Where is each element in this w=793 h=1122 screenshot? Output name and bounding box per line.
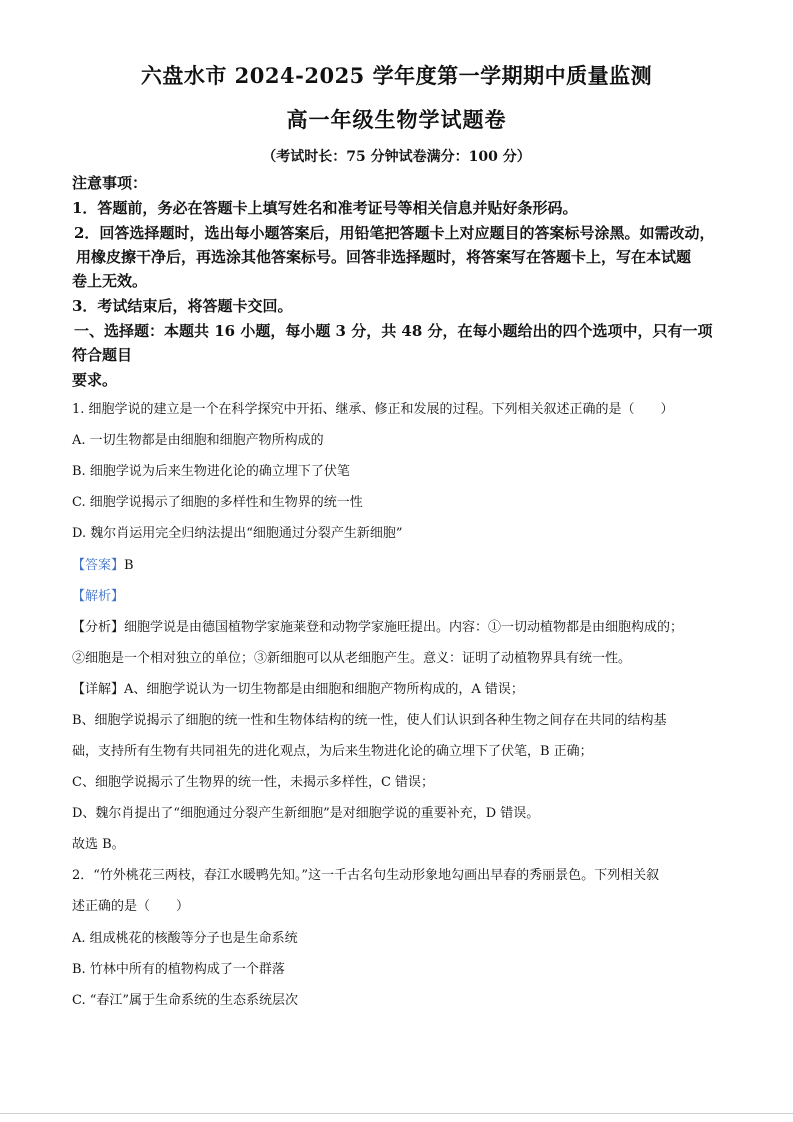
q2-stem-line-2: 述正确的是（ ） bbox=[72, 899, 190, 914]
xiangjie-tag: 【详解】 bbox=[72, 682, 125, 697]
fenxi-text-1: 细胞学说是由德国植物学家施莱登和动物学家施旺提出。内容：①一切动植物都是由细胞构成的； bbox=[124, 620, 684, 635]
q1-option-a: A. 一切生物都是由细胞和细胞产物所构成的 bbox=[72, 433, 324, 448]
xiangjie-text-1: A、细胞学说认为一切生物都是由细胞和细胞产物所构成的，A 错误； bbox=[124, 682, 524, 697]
note-2-line-3: 卷上无效。 bbox=[72, 272, 148, 290]
q2-option-b: B. 竹林中所有的植物构成了一个群落 bbox=[72, 962, 285, 977]
section-1-heading-line-3: 要求。 bbox=[72, 371, 118, 389]
q1-conclusion: 故选 B。 bbox=[72, 837, 125, 852]
q1-xiangjie-line-2: B、细胞学说揭示了细胞的统一性和生物体结构的统一性，使人们认识到各种生物之间存在共同的结构基 bbox=[72, 713, 667, 728]
notes-heading: 注意事项： bbox=[72, 174, 148, 192]
answer-tag: 【答案】 bbox=[72, 558, 125, 573]
section-1-heading-line-2: 符合题目 bbox=[72, 346, 133, 364]
q2-stem-line-1: 2．“竹外桃花三两枝，春江水暖鸭先知。”这一千古名句生动形象地勾画出早春的秀丽景色。下列相关叙 bbox=[72, 868, 660, 883]
q1-xiangjie-line-3: 础，支持所有生物有共同祖先的进化观点，为后来生物进化论的确立埋下了伏笔，B 正确； bbox=[72, 744, 593, 759]
q1-xiangjie-line-5: D、魏尔肖提出了“细胞通过分裂产生新细胞”是对细胞学说的重要补充，D 错误。 bbox=[72, 806, 540, 821]
note-2-line-1: 2．回答选择题时，选出每小题答案后，用铅笔把答题卡上对应题目的答案标号涂黑。如需改动， bbox=[74, 224, 715, 242]
fenxi-tag: 【分析】 bbox=[72, 620, 125, 635]
section-1-heading-line-1: 一、选择题：本题共 16 小题，每小题 3 分，共 48 分，在每小题给出的四个选项中，只有一项 bbox=[74, 322, 713, 340]
q1-fenxi-line-2: ②细胞是一个相对独立的单位；③新细胞可以从老细胞产生。意义：证明了动植物界具有统一性。 bbox=[72, 651, 632, 666]
q1-fenxi-line-1 bbox=[72, 616, 683, 635]
page-bottom-divider bbox=[0, 1113, 793, 1114]
q1-option-d: D. 魏尔肖运用完全归纳法提出“细胞通过分裂产生新细胞” bbox=[72, 526, 403, 541]
note-3: 3．考试结束后，将答题卡交回。 bbox=[72, 297, 293, 315]
q2-option-a: A. 组成桃花的核酸等分子也是生命系统 bbox=[72, 931, 298, 946]
note-2-line-2: 用橡皮擦干净后，再选涂其他答案标号。回答非选择题时，将答案写在答题卡上，写在本试题 bbox=[76, 248, 692, 266]
q1-xiangjie-line-1 bbox=[72, 678, 524, 697]
q1-stem: 1. 细胞学说的建立是一个在科学探究中开拓、继承、修正和发展的过程。下列相关叙述正确的是（ ） bbox=[72, 402, 674, 417]
exam-title: 六盘水市 2024-2025 学年度第一学期期中质量监测 bbox=[140, 63, 653, 88]
q1-option-c: C. 细胞学说揭示了细胞的多样性和生物界的统一性 bbox=[72, 495, 363, 510]
q1-answer-value: B bbox=[124, 558, 134, 573]
q2-option-c: C. “春江”属于生命系统的生态系统层次 bbox=[72, 993, 299, 1008]
q1-answer-row bbox=[72, 554, 134, 573]
q1-xiangjie-line-4: C、细胞学说揭示了生物界的统一性，未揭示多样性，C 错误； bbox=[72, 775, 435, 790]
exam-duration-info: （考试时长：75 分钟试卷满分：100 分） bbox=[262, 149, 531, 165]
note-1: 1．答题前，务必在答题卡上填写姓名和准考证号等相关信息并贴好条形码。 bbox=[72, 199, 578, 217]
q1-option-b: B. 细胞学说为后来生物进化论的确立埋下了伏笔 bbox=[72, 464, 350, 479]
exam-subtitle: 高一年级生物学试题卷 bbox=[286, 107, 507, 132]
analysis-tag: 【解析】 bbox=[72, 589, 125, 604]
